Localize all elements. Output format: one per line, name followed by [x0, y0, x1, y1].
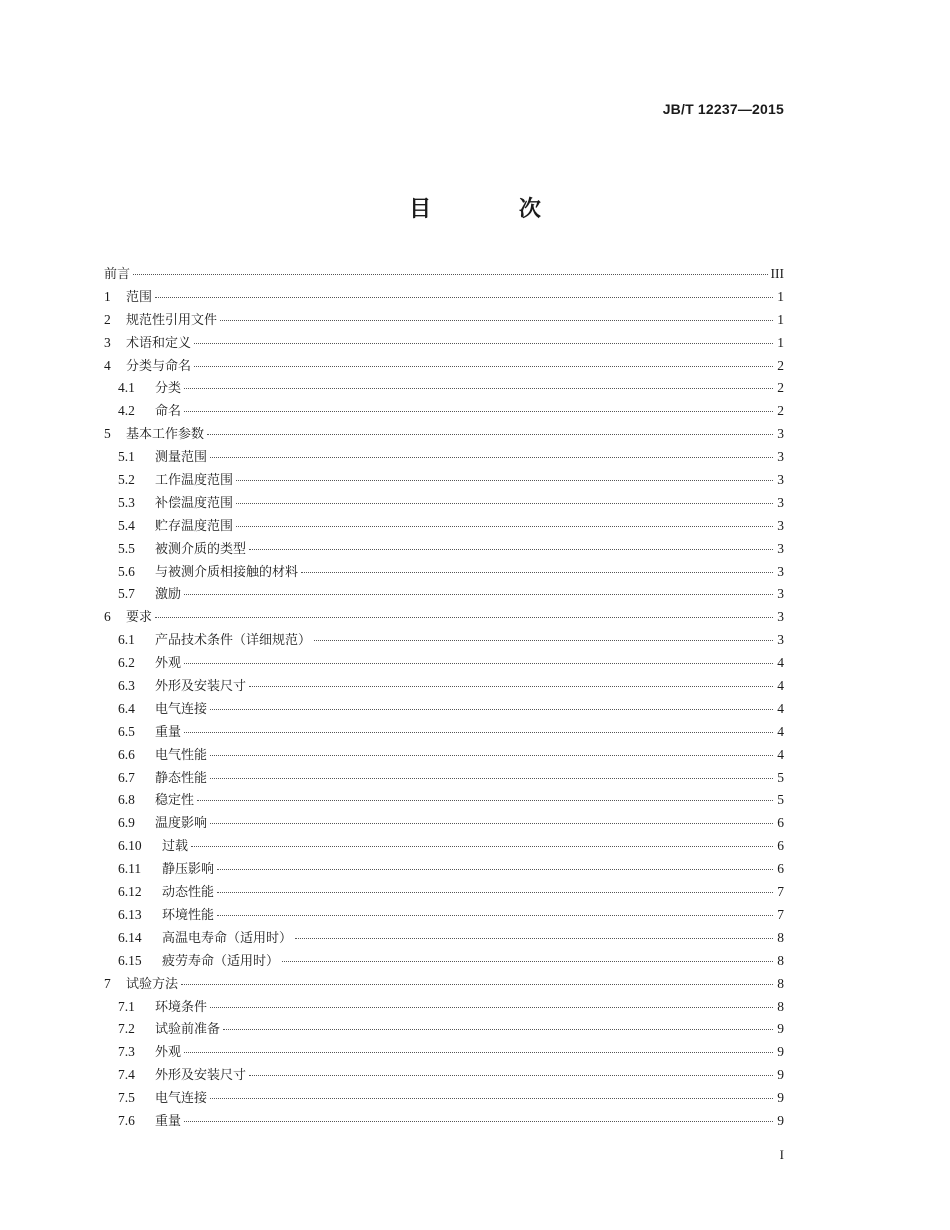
toc-entry-page: III: [770, 266, 784, 281]
toc-entry-number: 5.4: [118, 517, 135, 533]
toc-entry-label: 规范性引用文件: [126, 312, 218, 328]
toc-entry-page: 4: [777, 746, 784, 762]
toc-entry-label: 前言: [104, 267, 131, 282]
dot-leader: [295, 937, 773, 939]
toc-entry[interactable]: [104, 263, 784, 286]
toc-entry-number: 7.1: [118, 998, 135, 1014]
toc-entry-page: 3: [777, 449, 784, 465]
toc-entry-label: 外观: [155, 1045, 182, 1061]
toc-entry[interactable]: [104, 332, 784, 355]
toc-entry-number: 6.5: [118, 723, 135, 739]
toc-entry-number: 6.12: [118, 884, 142, 900]
dot-leader: [220, 319, 773, 321]
toc-entry-page: 4: [777, 678, 784, 694]
toc-entry-label: 电气性能: [155, 747, 208, 763]
toc-entry-number: 6.8: [118, 792, 135, 808]
dot-leader: [184, 410, 773, 412]
toc-entry[interactable]: [104, 652, 784, 675]
toc-entry-page: 3: [777, 472, 784, 488]
toc-entry-number: 6.15: [118, 952, 142, 968]
toc-entry[interactable]: [104, 950, 784, 973]
toc-entry-page: 1: [777, 311, 784, 327]
toc-entry-number: 7.2: [118, 1021, 135, 1037]
dot-leader: [184, 593, 773, 595]
toc-entry-label: 动态性能: [162, 885, 215, 901]
toc-entry-page: 4: [777, 655, 784, 671]
toc-entry-number: 6.7: [118, 769, 135, 785]
toc-entry-number: 7.6: [118, 1112, 135, 1128]
toc-entry-page: 2: [777, 380, 784, 396]
toc-entry-page: 6: [777, 838, 784, 854]
toc-entry-page: 9: [777, 1067, 784, 1083]
toc-entry[interactable]: [104, 606, 784, 629]
dot-leader: [155, 616, 773, 618]
toc-entry[interactable]: [104, 1041, 784, 1064]
toc-entry-number: 7.3: [118, 1044, 135, 1060]
dot-leader: [236, 479, 773, 481]
toc-entry[interactable]: [104, 1064, 784, 1087]
toc-entry-label: 环境性能: [162, 907, 215, 923]
toc-entry-number: 5.5: [118, 540, 135, 556]
dot-leader: [207, 433, 773, 435]
dot-leader: [210, 1097, 773, 1099]
toc-entry-number: 3: [104, 334, 111, 350]
toc-entry-page: 8: [777, 998, 784, 1014]
toc-entry[interactable]: [104, 492, 784, 515]
dot-leader: [217, 891, 773, 893]
toc-entry-label: 静压影响: [162, 862, 215, 878]
toc-entry-number: 6.4: [118, 700, 135, 716]
toc-entry-label: 过载: [162, 839, 189, 855]
toc-entry[interactable]: [104, 1087, 784, 1110]
toc-entry[interactable]: [104, 286, 784, 309]
toc-entry-page: 3: [777, 632, 784, 648]
dot-leader: [194, 365, 773, 367]
toc-entry-label: 试验前准备: [155, 1022, 221, 1038]
toc-entry-number: 6.14: [118, 929, 142, 945]
dot-leader: [210, 1006, 773, 1008]
dot-leader: [210, 754, 773, 756]
page-title: 目 次: [409, 197, 581, 222]
toc-entry-number: 4: [104, 357, 111, 373]
toc-entry-page: 3: [777, 540, 784, 556]
toc-entry-page: 1: [777, 334, 784, 350]
toc-entry[interactable]: [104, 904, 784, 927]
toc-entry-page: 8: [777, 929, 784, 945]
toc-entry-label: 测量范围: [155, 450, 208, 466]
toc-entry-label: 产品技术条件（详细规范）: [155, 633, 312, 649]
toc-entry[interactable]: [104, 629, 784, 652]
toc-entry-label: 分类与命名: [126, 358, 192, 374]
toc-entry-label: 疲劳寿命（适用时）: [162, 953, 280, 969]
toc-entry-label: 与被测介质相接触的材料: [155, 564, 299, 580]
toc-entry-label: 电气连接: [155, 1091, 208, 1107]
dot-leader: [184, 662, 773, 664]
dot-leader: [210, 822, 773, 824]
toc-entry[interactable]: [104, 675, 784, 698]
toc-entry[interactable]: [104, 698, 784, 721]
dot-leader: [236, 502, 773, 504]
toc-entry[interactable]: [104, 538, 784, 561]
dot-leader: [249, 1074, 773, 1076]
toc-entry-page: 2: [777, 357, 784, 373]
toc-entry-page: 5: [777, 769, 784, 785]
toc-entry[interactable]: [104, 721, 784, 744]
toc-entry-number: 7.4: [118, 1067, 135, 1083]
toc-entry-number: 6.2: [118, 655, 135, 671]
dot-leader: [301, 571, 773, 573]
toc-entry-number: 6.10: [118, 838, 142, 854]
dot-leader: [217, 868, 773, 870]
toc-entry-page: 8: [777, 952, 784, 968]
toc-entry-number: 5.2: [118, 472, 135, 488]
toc-entry-page: 9: [777, 1112, 784, 1128]
toc-entry-label: 基本工作参数: [126, 427, 205, 443]
toc-entry-page: 5: [777, 792, 784, 808]
toc-entry-number: 5.1: [118, 449, 135, 465]
toc-entry-label: 稳定性: [155, 793, 195, 809]
toc-entry-label: 重量: [155, 724, 182, 740]
toc-entry-label: 环境条件: [155, 999, 208, 1015]
toc-entry-page: 3: [777, 586, 784, 602]
dot-leader: [217, 914, 773, 916]
dot-leader: [155, 296, 773, 298]
toc-entry-label: 静态性能: [155, 770, 208, 786]
toc-entry-number: 4.1: [118, 380, 135, 396]
toc-entry-label: 术语和定义: [126, 335, 192, 351]
dot-leader: [184, 1051, 773, 1053]
dot-leader: [210, 456, 773, 458]
toc-entry-number: 6.9: [118, 815, 135, 831]
toc-entry-page: 4: [777, 723, 784, 739]
toc-entry[interactable]: [104, 377, 784, 400]
toc-entry-page: 9: [777, 1021, 784, 1037]
toc-entry-page: 3: [777, 494, 784, 510]
toc-entry[interactable]: [104, 927, 784, 950]
toc-entry-label: 试验方法: [126, 976, 179, 992]
dot-leader: [249, 685, 773, 687]
toc-entry[interactable]: [104, 996, 784, 1019]
toc-entry-label: 重量: [155, 1113, 182, 1129]
toc-entry[interactable]: [104, 469, 784, 492]
toc-entry-label: 分类: [155, 381, 182, 397]
toc-entry[interactable]: [104, 973, 784, 996]
dot-leader: [223, 1028, 773, 1030]
toc-entry-page: 3: [777, 517, 784, 533]
toc-entry[interactable]: [104, 309, 784, 332]
toc-entry-page: 1: [777, 288, 784, 304]
toc-entry[interactable]: [104, 515, 784, 538]
toc-entry[interactable]: [104, 355, 784, 378]
toc-entry[interactable]: [104, 835, 784, 858]
toc-entry-number: 7: [104, 975, 111, 991]
toc-entry[interactable]: [104, 583, 784, 606]
toc-entry-label: 贮存温度范围: [155, 518, 234, 534]
toc-entry-page: 6: [777, 861, 784, 877]
toc-entry-page: 3: [777, 609, 784, 625]
toc-entry[interactable]: [104, 400, 784, 423]
toc-entry-number: 5.3: [118, 494, 135, 510]
toc-entry-page: 3: [777, 426, 784, 442]
toc-entry-label: 范围: [126, 289, 153, 305]
dot-leader: [249, 548, 773, 550]
dot-leader: [236, 525, 773, 527]
toc-entry-label: 外形及安装尺寸: [155, 679, 247, 695]
toc-entry[interactable]: [104, 423, 784, 446]
toc-entry[interactable]: [104, 744, 784, 767]
toc-entry-label: 要求: [126, 610, 153, 626]
dot-leader: [210, 708, 773, 710]
dot-leader: [184, 731, 773, 733]
dot-leader: [282, 960, 773, 962]
toc-entry-number: 6.3: [118, 678, 135, 694]
toc-entry[interactable]: [104, 881, 784, 904]
toc-entry-label: 命名: [155, 404, 182, 420]
toc-entry-page: 3: [777, 563, 784, 579]
table-of-contents: [104, 263, 784, 1133]
dot-leader: [194, 342, 773, 344]
toc-entry-label: 温度影响: [155, 816, 208, 832]
toc-entry-page: 7: [777, 884, 784, 900]
toc-entry-number: 6.1: [118, 632, 135, 648]
toc-entry-page: 4: [777, 700, 784, 716]
dot-leader: [133, 273, 767, 275]
toc-entry-page: 9: [777, 1044, 784, 1060]
toc-entry-number: 4.2: [118, 403, 135, 419]
document-code: JB/T 12237—2015: [662, 101, 784, 117]
toc-entry-label: 补偿温度范围: [155, 495, 234, 511]
dot-leader: [210, 777, 773, 779]
toc-entry-number: 6.6: [118, 746, 135, 762]
toc-entry-label: 外形及安装尺寸: [155, 1068, 247, 1084]
toc-entry-page: 7: [777, 906, 784, 922]
toc-entry[interactable]: [104, 812, 784, 835]
toc-entry-label: 外观: [155, 656, 182, 672]
toc-entry[interactable]: [104, 1110, 784, 1133]
toc-entry-label: 激励: [155, 587, 182, 603]
dot-leader: [314, 639, 773, 641]
toc-entry[interactable]: [104, 858, 784, 881]
toc-entry[interactable]: [104, 767, 784, 790]
toc-entry-page: 2: [777, 403, 784, 419]
toc-entry[interactable]: [104, 561, 784, 584]
toc-entry-number: 2: [104, 311, 111, 327]
toc-entry-label: 工作温度范围: [155, 473, 234, 489]
toc-entry-number: 1: [104, 288, 111, 304]
toc-entry-label: 被测介质的类型: [155, 541, 247, 557]
dot-leader: [197, 799, 773, 801]
toc-entry-number: 6: [104, 609, 111, 625]
dot-leader: [181, 983, 773, 985]
toc-entry-number: 5.7: [118, 586, 135, 602]
toc-entry-label: 高温电寿命（适用时）: [162, 930, 293, 946]
toc-entry-page: 9: [777, 1090, 784, 1106]
toc-entry-number: 5.6: [118, 563, 135, 579]
dot-leader: [184, 1120, 773, 1122]
toc-entry-number: 5: [104, 426, 111, 442]
toc-entry-number: 6.13: [118, 906, 142, 922]
dot-leader: [191, 845, 773, 847]
toc-entry-number: 7.5: [118, 1090, 135, 1106]
toc-entry-number: 6.11: [118, 861, 142, 877]
page-folio: I: [779, 1147, 784, 1162]
toc-entry-page: 8: [777, 975, 784, 991]
toc-entry[interactable]: [104, 789, 784, 812]
toc-entry-label: 电气连接: [155, 701, 208, 717]
toc-entry-page: 6: [777, 815, 784, 831]
toc-entry[interactable]: [104, 446, 784, 469]
toc-entry[interactable]: [104, 1018, 784, 1041]
dot-leader: [184, 387, 773, 389]
